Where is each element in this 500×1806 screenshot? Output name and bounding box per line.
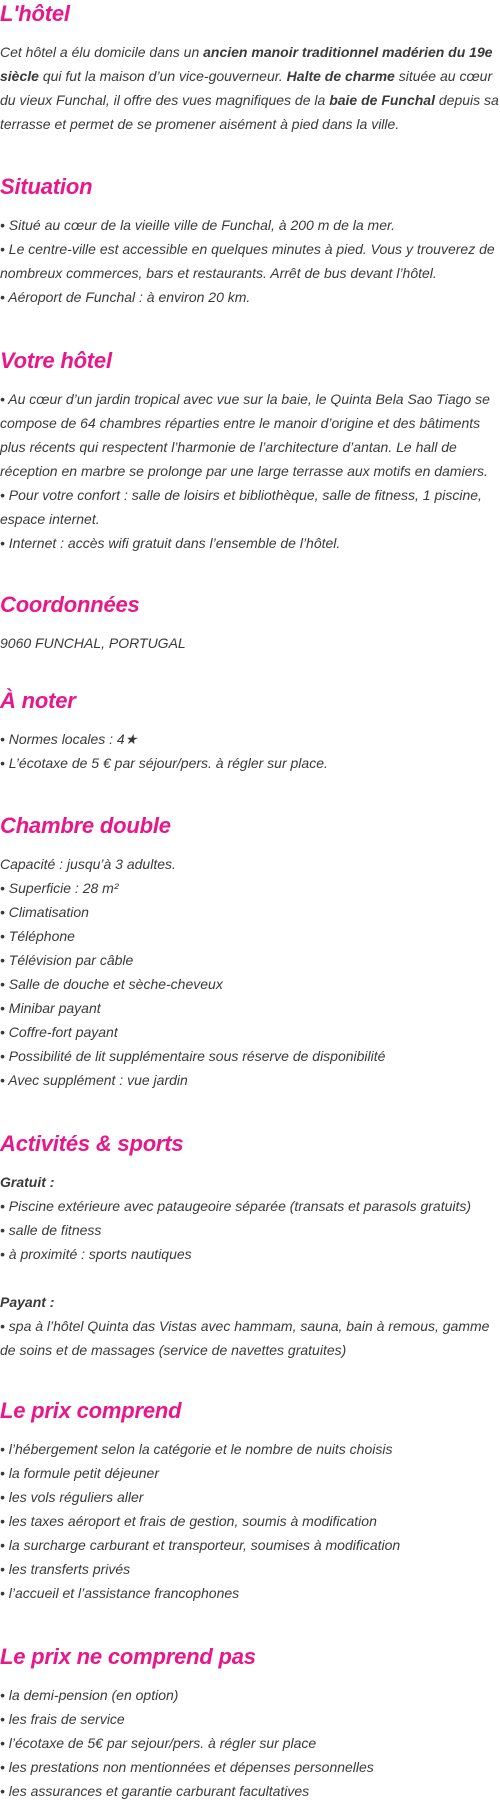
list-item: • les prestations non mentionnées et dépenses personnelles: [0, 1759, 374, 1775]
list-item: • l’hébergement selon la catégorie et le nombre de nuits choisis: [0, 1441, 393, 1457]
spacer: [0, 1266, 500, 1290]
section-prix-comprend: [0, 1397, 500, 1605]
text-segment: située au cœur du vieux Funchal, il offre des vues magnifiques de la: [0, 68, 493, 108]
section-prix-ne-comprend-pas: [0, 1643, 500, 1803]
list-item: • Coffre-fort payant: [0, 1024, 118, 1040]
list-item: • les taxes aéroport et frais de gestion, soumis à modification: [0, 1513, 377, 1529]
text-segment: depuis sa terrasse et permet de se promener aisément à pied dans la ville.: [0, 92, 499, 132]
list-item: • la formule petit déjeuner: [0, 1465, 159, 1481]
gratuit-label: [0, 1170, 500, 1194]
list-item: • Internet : accès wifi gratuit dans l’ensemble de l’hôtel.: [0, 535, 341, 551]
payant-label: [0, 1290, 500, 1314]
list-item: • les vols réguliers aller: [0, 1489, 144, 1505]
section-hotel: [0, 0, 500, 136]
list-item: • Situé au cœur de la vieille ville de Funchal, à 200 m de la mer.: [0, 217, 396, 233]
list-item: • Télévision par câble: [0, 952, 134, 968]
highlight-text: baie de Funchal: [329, 92, 435, 108]
section-heading: Chambre double: [0, 813, 171, 838]
list-item: • Salle de douche et sèche-cheveux: [0, 976, 223, 992]
list-item: • l’accueil et l’assistance francophones: [0, 1585, 240, 1601]
section-heading: Coordonnées: [0, 592, 140, 617]
list-item: • Pour votre confort : salle de loisirs et bibliothèque, salle de fitness, 1 piscine, espace internet.: [0, 487, 482, 527]
section-chambre-double: [0, 812, 500, 1092]
section-heading: Le prix ne comprend pas: [0, 1644, 256, 1669]
hotel-description: [0, 40, 500, 136]
list-item: • l’écotaxe de 5€ par sejour/pers. à régler sur place: [0, 1735, 317, 1751]
address: 9060 FUNCHAL, PORTUGAL: [0, 635, 186, 651]
list-item: • à proximité : sports nautiques: [0, 1246, 192, 1262]
list-item: • la demi-pension (en option): [0, 1687, 179, 1703]
payant-label-text: Payant :: [0, 1294, 55, 1310]
list-item: • salle de fitness: [0, 1222, 102, 1238]
list-item: • Téléphone: [0, 928, 75, 944]
section-coordonnees: [0, 591, 500, 655]
section-heading: Le prix comprend: [0, 1398, 182, 1423]
section-votre-hotel: [0, 347, 500, 555]
list-item: • Minibar payant: [0, 1000, 101, 1016]
section-heading: Activités & sports: [0, 1131, 184, 1156]
highlight-text: Halte de charme: [286, 68, 395, 84]
list-item: • Superficie : 28 m²: [0, 880, 119, 896]
gratuit-label-text: Gratuit :: [0, 1174, 55, 1190]
list-item: • Au cœur d’un jardin tropical avec vue sur la baie, le Quinta Bela Sao Tiago se compose de 64 chambres réparties entre le manoir d’origine et des bâtiments plus récents qui respectent l’harmonie de l’architecture d’antan. Le hall de réception en marbre se prolonge par une large terrasse aux motifs en damiers.: [0, 391, 490, 479]
list-item: • Avec supplément : vue jardin: [0, 1072, 188, 1088]
section-situation: [0, 173, 500, 309]
list-item: • les transferts privés: [0, 1561, 131, 1577]
list-item: • la surcharge carburant et transporteur, soumises à modification: [0, 1537, 401, 1553]
list-item: • spa à l’hôtel Quinta das Vistas avec hammam, sauna, bain à remous, gamme de soins et de massages (service de navettes gratuites): [0, 1318, 490, 1358]
section-activites-sports: [0, 1130, 500, 1362]
list-item: • Aéroport de Funchal : à environ 20 km.: [0, 289, 251, 305]
highlight-text: ancien manoir traditionnel madérien du 19e siècle: [0, 44, 493, 84]
list-item: • Climatisation: [0, 904, 89, 920]
section-heading: Situation: [0, 174, 93, 199]
list-item: • les frais de service: [0, 1711, 125, 1727]
section-heading: À noter: [0, 688, 76, 713]
list-item: • Normes locales : 4★: [0, 731, 138, 747]
list-item: • L’écotaxe de 5 € par séjour/pers. à régler sur place.: [0, 755, 328, 771]
list-item: • Le centre-ville est accessible en quelques minutes à pied. Vous y trouverez de nombreux commerces, bars et restaurants. Arrêt de bus devant l’hôtel.: [0, 241, 495, 281]
list-item: • Possibilité de lit supplémentaire sous réserve de disponibilité: [0, 1048, 386, 1064]
list-item: • les assurances et garantie carburant facultatives: [0, 1783, 310, 1799]
text-segment: Cet hôtel a élu domicile dans un: [0, 44, 204, 60]
section-heading: Votre hôtel: [0, 348, 112, 373]
section-a-noter: [0, 687, 500, 775]
section-heading: L'hôtel: [0, 1, 70, 26]
text-segment: qui fut la maison d’un vice-gouverneur.: [38, 68, 287, 84]
list-item: • Piscine extérieure avec pataugeoire séparée (transats et parasols gratuits): [0, 1198, 472, 1214]
capacity-text: Capacité : jusqu’à 3 adultes.: [0, 856, 176, 872]
